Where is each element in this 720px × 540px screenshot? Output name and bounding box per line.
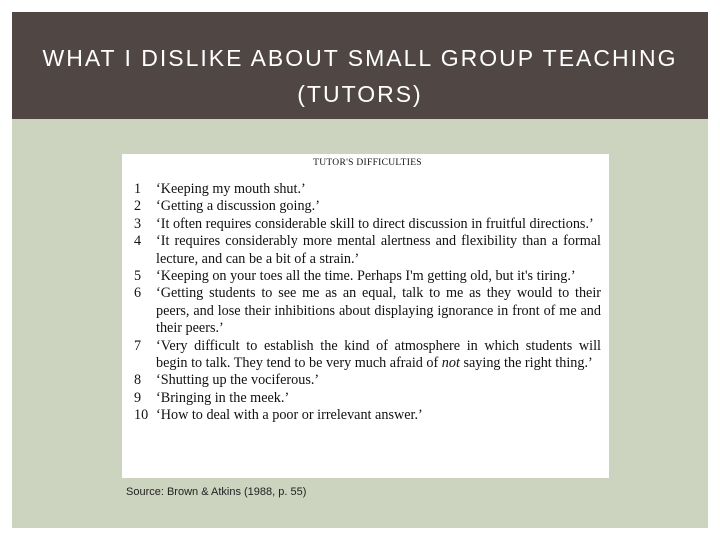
- title-bar: [12, 12, 708, 119]
- list-item: [134, 407, 601, 424]
- item-text-part: ‘Very difficult to establish the kind of atmosphere in which students will begin to talk. They tend to be very much afraid of: [156, 337, 601, 372]
- item-text: ‘It requires considerably more mental alertness and flexibility than a formal lecture, and can be a bit of a strain.’: [156, 233, 601, 267]
- item-number: 9: [134, 389, 142, 406]
- content-panel: [12, 119, 708, 528]
- item-number: 10: [134, 407, 149, 424]
- scanned-document: [122, 154, 609, 478]
- item-number: 3: [134, 215, 142, 232]
- item-text: [156, 338, 601, 373]
- item-text: ‘Bringing in the meek.’: [156, 389, 290, 406]
- item-text: ‘How to deal with a poor or irrelevant answer.’: [156, 407, 423, 424]
- item-number: 8: [134, 372, 142, 389]
- item-text: ‘Keeping my mouth shut.’: [156, 181, 306, 197]
- item-number: 5: [134, 268, 142, 285]
- document-heading: TUTOR'S DIFFICULTIES: [313, 158, 422, 168]
- slide-title-line-2: (TUTORS): [297, 81, 423, 107]
- item-text: ‘Getting a discussion going.’: [156, 198, 320, 215]
- list-item: [134, 285, 601, 337]
- list-item: [134, 181, 601, 198]
- list-item: [134, 338, 601, 373]
- list-item: [134, 390, 601, 407]
- source-caption: Source: Brown & Atkins (1988, p. 55): [126, 486, 307, 498]
- list-item: [134, 268, 601, 285]
- list-item: [134, 198, 601, 215]
- list-item: [134, 372, 601, 389]
- item-number: 7: [134, 337, 142, 354]
- item-number: 1: [134, 181, 142, 197]
- item-text: ‘Shutting up the vociferous.’: [156, 372, 320, 389]
- item-text-part: saying the right thing.’: [459, 355, 593, 372]
- item-number: 4: [134, 233, 142, 250]
- item-text: ‘Keeping on your toes all the time. Perhaps I'm getting old, but it's tiring.’: [156, 268, 576, 285]
- list-item: [134, 233, 601, 268]
- item-number: 6: [134, 285, 142, 302]
- item-text: ‘It often requires considerable skill to direct discussion in fruitful directions.’: [156, 215, 594, 232]
- item-number: 2: [134, 198, 142, 215]
- item-text: ‘Getting students to see me as an equal, talk to me as they would to their peers, and lose their inhibitions about displaying ignorance in front of me and their peers.’: [156, 285, 601, 337]
- item-text-emphasis: not: [441, 355, 460, 372]
- list-item: [134, 216, 601, 233]
- slide-title-line-1: WHAT I DISLIKE ABOUT SMALL GROUP TEACHING: [42, 45, 678, 71]
